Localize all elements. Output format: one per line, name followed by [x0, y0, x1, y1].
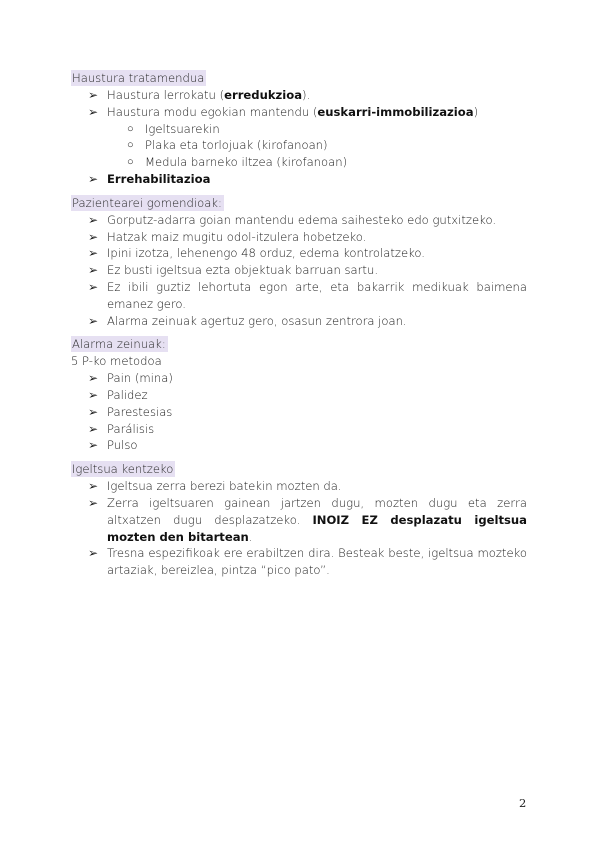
arrow-bullet-icon: ➢ — [88, 421, 99, 436]
list-item: ➢ Haustura modu egokian mantendu (euskarri-immobilizazioa) ○ Igeltsuarekin ○ Plaka eta torlojuak (kirofanoan) ○ Medula barneko iltzea (kirofanoan) — [88, 104, 527, 171]
arrow-bullet-icon: ➢ — [88, 387, 99, 402]
list-item: ➢ Hatzak maiz mugitu odol-itzulera hobetzeko. — [88, 229, 367, 244]
arrow-bullet-icon: ➢ — [88, 229, 99, 244]
list-item: ➢ Pain (mina) — [88, 371, 173, 386]
arrow-bullet-icon: ➢ — [88, 263, 99, 278]
sub-list — [107, 121, 527, 171]
section-haustura — [71, 70, 527, 188]
section-pazienteari — [71, 195, 527, 330]
list-item: ➢ Palidez — [88, 387, 148, 402]
section-igeltsua — [71, 461, 527, 579]
bullet-list — [71, 212, 527, 330]
list-item: ➢ Haustura lerrokatu (erredukzioa). — [88, 88, 311, 102]
list-item: ➢ Gorputz-adarra goian mantendu edema saihesteko edo gutxitzeko. — [88, 212, 497, 227]
list-item: ➢ Ipini izotza, lehenengo 48 orduz, edema kontrolatzeko. — [88, 246, 425, 261]
arrow-bullet-icon: ➢ — [88, 171, 99, 186]
list-item: ➢ Igeltsua zerra berezi batekin mozten da. — [88, 479, 342, 494]
sub-list-item: ○ Plaka eta torlojuak (kirofanoan) — [127, 138, 328, 153]
sub-list-item: ○ Igeltsuarekin — [127, 121, 220, 136]
list-item: ➢ Parestesias — [88, 404, 173, 419]
bullet-list — [71, 478, 527, 579]
document-page — [71, 70, 527, 586]
arrow-bullet-icon: ➢ — [88, 212, 99, 227]
list-item: ➢ Zerra igeltsuaren gainean jartzen dugu, mozten dugu eta zerra altxatzen dugu desplazatzeko. INOIZ EZ desplazatu igeltsua mozten den bitartean. — [88, 495, 527, 544]
list-item: ➢ Parálisis — [88, 421, 155, 436]
page-number: 2 — [519, 796, 527, 810]
section-heading: Haustura tratamendua — [72, 71, 205, 85]
circle-bullet-icon: ○ — [127, 121, 134, 135]
section-heading: Alarma zeinuak: — [72, 337, 166, 352]
list-item: ➢ Pulso — [88, 438, 138, 453]
arrow-bullet-icon: ➢ — [88, 495, 99, 510]
arrow-bullet-icon: ➢ — [88, 246, 99, 261]
list-item: ➢ Errehabilitazioa — [88, 171, 211, 186]
arrow-bullet-icon: ➢ — [88, 88, 99, 102]
list-item: ➢ Tresna espezifikoak ere erabiltzen dira. Besteak beste, igeltsua mozteko artaziak, bereizlea, pintza “pico pato”. — [88, 546, 527, 578]
section-heading: Igeltsua kentzeko — [72, 462, 174, 477]
sub-list-item: ○ Medula barneko iltzea (kirofanoan) — [127, 155, 348, 170]
arrow-bullet-icon: ➢ — [88, 104, 99, 119]
arrow-bullet-icon: ➢ — [88, 479, 99, 494]
list-item: ➢ Alarma zeinuak agertuz gero, osasun zentrora joan. — [88, 313, 407, 328]
circle-bullet-icon: ○ — [127, 138, 134, 152]
bullet-list — [71, 87, 527, 188]
bullet-list — [71, 370, 527, 454]
method-intro: 5 P-ko metodoa — [71, 354, 162, 369]
section-alarma — [71, 336, 527, 454]
arrow-bullet-icon: ➢ — [88, 546, 99, 561]
section-heading: Pazientearei gomendioak: — [72, 195, 222, 210]
list-item: ➢ Ez ibili guztiz lehortuta egon arte, eta bakarrik medikuak baimena emanez gero. — [88, 279, 527, 311]
arrow-bullet-icon: ➢ — [88, 313, 99, 328]
list-item: ➢ Ez busti igeltsua ezta objektuak barruan sartu. — [88, 263, 378, 278]
arrow-bullet-icon: ➢ — [88, 404, 99, 419]
arrow-bullet-icon: ➢ — [88, 279, 99, 294]
arrow-bullet-icon: ➢ — [88, 438, 99, 453]
arrow-bullet-icon: ➢ — [88, 371, 99, 386]
circle-bullet-icon: ○ — [127, 155, 134, 169]
